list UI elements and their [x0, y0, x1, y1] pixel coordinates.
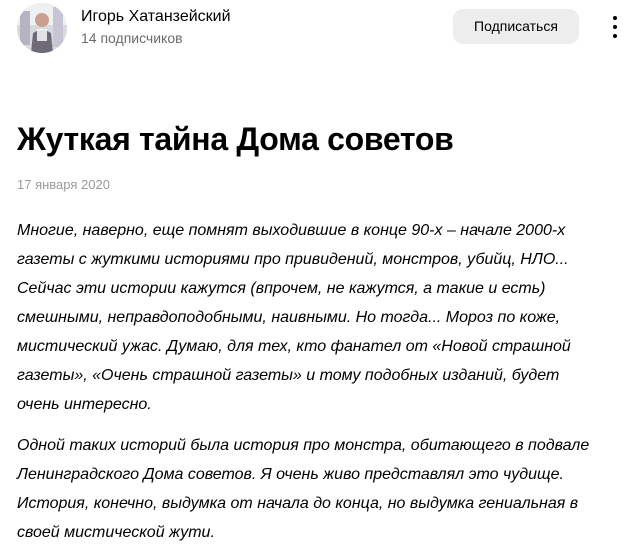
paragraph-line: смешными, неправдоподобными, наивными. Но тогда... Мороз по коже,: [17, 309, 561, 326]
paragraph-line: мистический ужас. Думаю, для тех, кто фанател от «Новой страшной: [17, 338, 571, 355]
publish-date: 17 января 2020: [17, 177, 110, 192]
dot: [613, 34, 617, 38]
more-vertical-icon[interactable]: [604, 12, 626, 42]
paragraph-line: газеты с жуткими историями про привидений, монстров, убийц, НЛО...: [17, 251, 569, 268]
paragraph-line: Ленинградского Дома советов. Я очень живо представлял это чудище.: [17, 466, 564, 483]
avatar-photo-icon: [17, 3, 67, 53]
paragraph-line: своей мистической жути.: [17, 524, 215, 541]
dot: [613, 16, 617, 20]
paragraph-line: газеты», «Очень страшной газеты» и тому подобных изданий, будет: [17, 367, 560, 384]
author-name[interactable]: Игорь Хатанзейский: [81, 8, 231, 25]
paragraph-line: Сейчас эти истории кажутся (впрочем, не кажутся, а такие и есть): [17, 280, 546, 297]
avatar[interactable]: [17, 3, 67, 53]
article-paragraph: [17, 216, 623, 419]
paragraph-line: Многие, наверно, еще помнят выходившие в конце 90-х – начале 2000-х: [17, 222, 566, 239]
subscribe-button[interactable]: Подписаться: [453, 9, 579, 44]
paragraph-line: очень интересно.: [17, 396, 152, 413]
article-paragraph: [17, 431, 623, 547]
paragraph-line: История, конечно, выдумка от начала до конца, но выдумка гениальная в: [17, 495, 579, 512]
article-title: Жуткая тайна Дома советов: [17, 121, 454, 157]
dot: [613, 25, 617, 29]
channel-header: [0, 0, 634, 62]
paragraph-line: Одной таких историй была история про монстра, обитающего в подвале: [17, 437, 590, 454]
subscriber-count: 14 подписчиков: [81, 30, 183, 46]
